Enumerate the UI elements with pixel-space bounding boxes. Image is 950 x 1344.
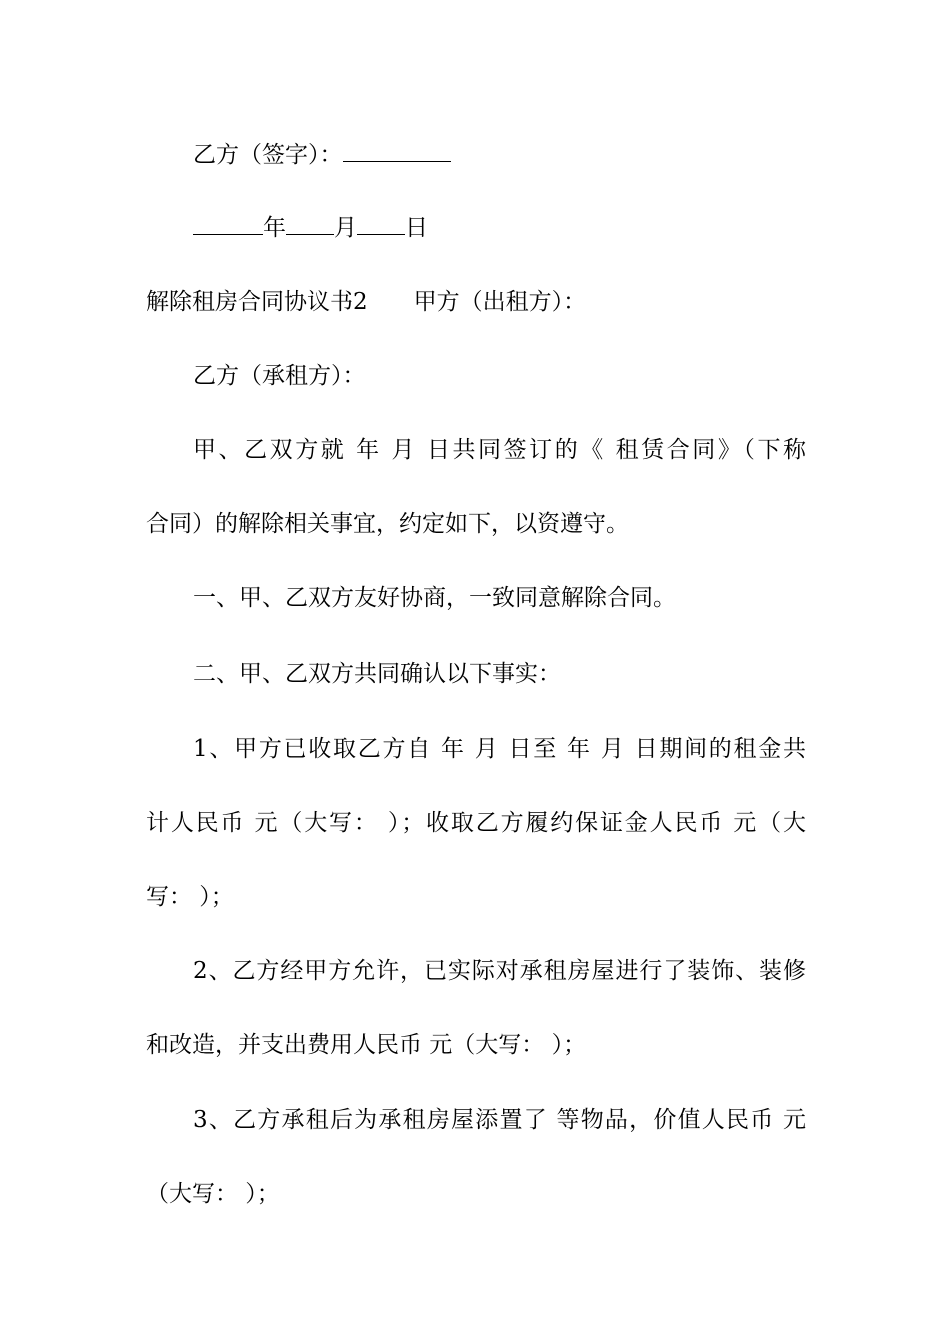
day-blank [357, 212, 405, 235]
party-a-label: 甲方（出租方）： [413, 289, 587, 315]
document-title: 解除租房合同协议书2 [146, 289, 368, 315]
item-2-line-2: 和改造，并支出费用人民币 元（大写： ）； [146, 1032, 587, 1058]
year-blank [193, 212, 263, 235]
month-blank [286, 212, 334, 235]
title-line [146, 287, 806, 317]
day-label: 日 [405, 215, 428, 241]
party-b-signature-label: 乙方（签字）： [193, 142, 343, 168]
date-line [193, 212, 806, 243]
clause-1: 一、甲、乙双方友好协商，一致同意解除合同。 [193, 585, 676, 611]
item-3-line-1: 3、乙方承租后为承租房屋添置了 等物品，价值人民币 元 [193, 1107, 806, 1133]
item-1-line-3: 写： ）； [146, 884, 234, 910]
item-2-line-1: 2、乙方经甲方允许，已实际对承租房屋进行了装饰、装修 [193, 958, 806, 984]
party-b-signature-line [193, 139, 806, 170]
clause-2: 二、甲、乙双方共同确认以下事实： [193, 661, 561, 687]
intro-line-2: 合同）的解除相关事宜，约定如下，以资遵守。 [146, 511, 629, 537]
item-3-line-2: （大写： ）； [146, 1181, 280, 1207]
signature-blank [343, 139, 451, 162]
item-1-line-1: 1、甲方已收取乙方自 年 月 日至 年 月 日期间的租金共 [193, 736, 806, 762]
intro-line-1: 甲、乙双方就 年 月 日共同签订的《 租赁合同》（下称 [193, 437, 806, 463]
item-1-line-2: 计人民币 元（大写： ）；收取乙方履约保证金人民币 元（大 [146, 810, 806, 836]
month-label: 月 [334, 215, 357, 241]
party-b-label: 乙方（承租方）： [193, 363, 366, 389]
year-label: 年 [263, 215, 286, 241]
